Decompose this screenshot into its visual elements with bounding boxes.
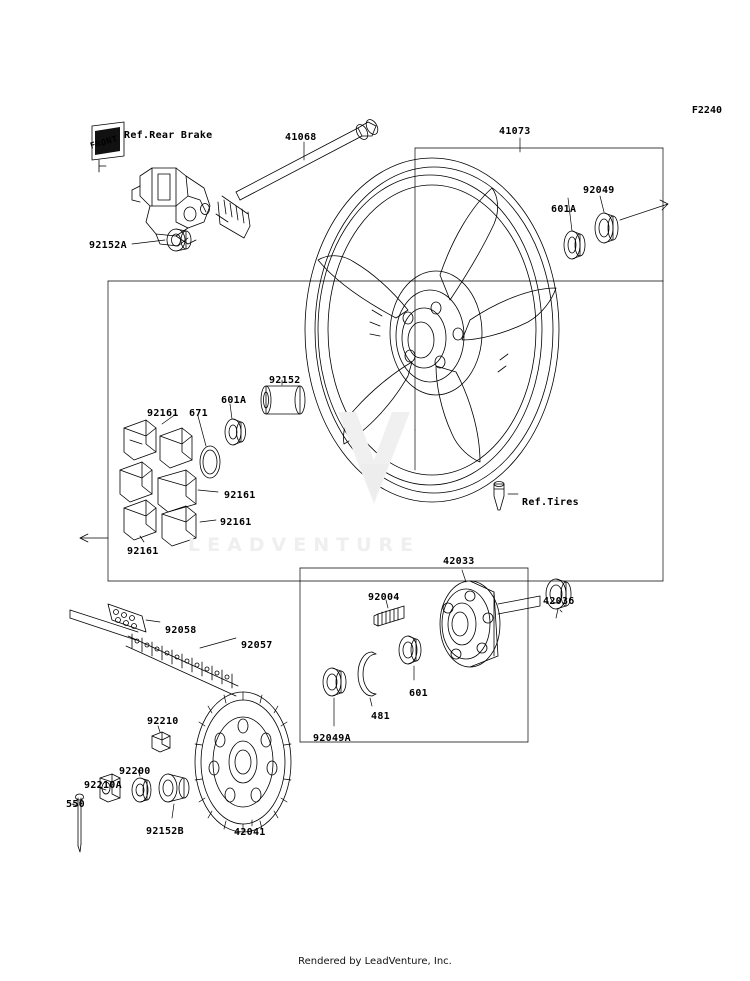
part-label-601[interactable]: 601 — [409, 688, 428, 699]
part-label-550[interactable]: 550 — [66, 799, 85, 810]
part-label-92049a[interactable]: 92049A — [313, 733, 351, 744]
part-label-92152b[interactable]: 92152B — [146, 826, 184, 837]
part-label-92049[interactable]: 92049 — [583, 185, 615, 196]
part-label-92152a[interactable]: 92152A — [89, 240, 127, 251]
front-badge-label: FRONT — [89, 134, 119, 152]
part-label-601a[interactable]: 601A — [221, 395, 247, 406]
reference-label-ref-rear-brake[interactable]: Ref.Rear Brake — [124, 130, 213, 141]
part-label-92004[interactable]: 92004 — [368, 592, 400, 603]
part-label-92161[interactable]: 92161 — [127, 546, 159, 557]
part-label-92210a[interactable]: 92210A — [84, 780, 122, 791]
part-label-601a[interactable]: 601A — [551, 204, 577, 215]
part-label-92161[interactable]: 92161 — [147, 408, 179, 419]
figure-code: F2240 — [691, 105, 722, 116]
part-label-41068[interactable]: 41068 — [285, 132, 317, 143]
footer-credit: Rendered by LeadVenture, Inc. — [298, 956, 452, 967]
part-label-671[interactable]: 671 — [189, 408, 208, 419]
part-label-92152[interactable]: 92152 — [269, 375, 301, 386]
part-label-92161[interactable]: 92161 — [220, 517, 252, 528]
part-label-42033[interactable]: 42033 — [443, 556, 475, 567]
front-direction-badge — [84, 122, 128, 170]
part-label-92200[interactable]: 92200 — [119, 766, 151, 777]
part-label-92058[interactable]: 92058 — [165, 625, 197, 636]
part-label-42036[interactable]: 42036 — [543, 596, 575, 607]
part-label-481[interactable]: 481 — [371, 711, 390, 722]
reference-label-ref-tires[interactable]: Ref.Tires — [522, 497, 579, 508]
part-label-42041[interactable]: 42041 — [234, 827, 266, 838]
part-label-41073[interactable]: 41073 — [499, 126, 531, 137]
part-label-92057[interactable]: 92057 — [241, 640, 273, 651]
part-label-92210[interactable]: 92210 — [147, 716, 179, 727]
watermark-text: LEADVENTURE — [188, 534, 421, 556]
part-label-92161[interactable]: 92161 — [224, 490, 256, 501]
